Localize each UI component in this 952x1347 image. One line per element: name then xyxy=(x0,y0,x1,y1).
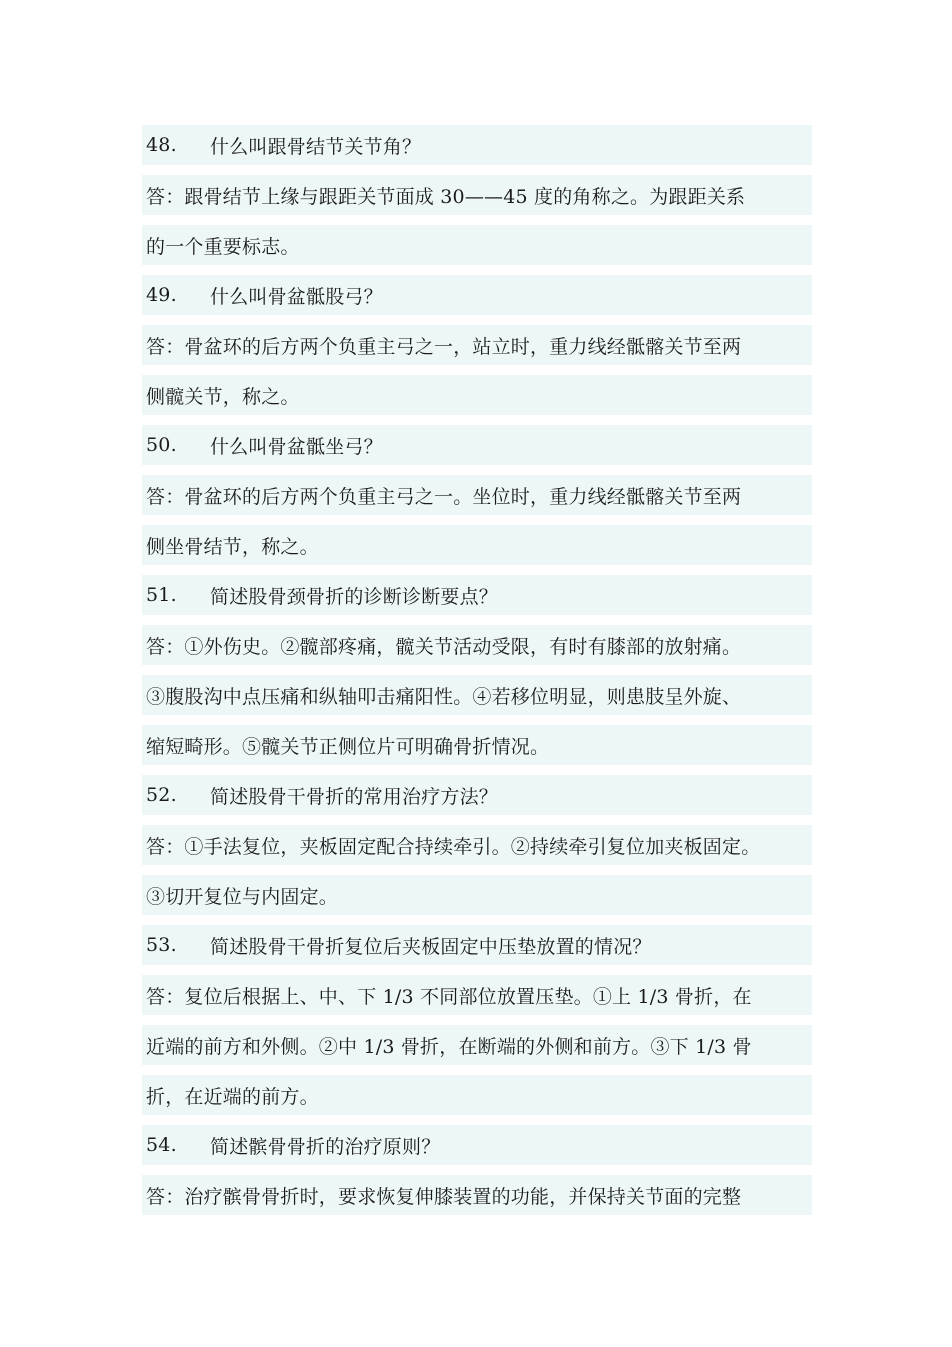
answer-line xyxy=(142,225,812,265)
answer-text: 的一个重要标志。 xyxy=(146,235,300,258)
answer-text: 折，在近端的前方。 xyxy=(146,1085,319,1108)
question-number: 54. xyxy=(146,1134,177,1156)
answer-text: 答：①手法复位，夹板固定配合持续牵引。②持续牵引复位加夹板固定。 xyxy=(146,835,761,858)
answer-text: 答：跟骨结节上缘与跟距关节面成 30——45 度的角称之。为跟距关系 xyxy=(146,185,746,208)
answer-text: 答：复位后根据上、中、下 1/3 不同部位放置压垫。①上 1/3 骨折，在 xyxy=(146,985,752,1008)
question-text: 简述股骨颈骨折的诊断诊断要点？ xyxy=(210,585,499,608)
question-text: 什么叫跟骨结节关节角？ xyxy=(210,135,422,158)
answer-text: 答：骨盆环的后方两个负重主弓之一。坐位时，重力线经骶髂关节至两 xyxy=(146,485,742,508)
question-number: 52. xyxy=(146,784,177,806)
question-number: 49. xyxy=(146,284,177,306)
answer-line xyxy=(142,625,812,665)
answer-line xyxy=(142,675,812,715)
answer-text: ③腹股沟中点压痛和纵轴叩击痛阳性。④若移位明显，则患肢呈外旋、 xyxy=(146,685,742,708)
answer-line xyxy=(142,375,812,415)
answer-line xyxy=(142,725,812,765)
question-line xyxy=(142,925,812,965)
question-line xyxy=(142,125,812,165)
question-line xyxy=(142,275,812,315)
question-number: 51. xyxy=(146,584,177,606)
answer-line xyxy=(142,475,812,515)
answer-line xyxy=(142,975,812,1015)
answer-text: 答：治疗髌骨骨折时，要求恢复伸膝装置的功能，并保持关节面的完整 xyxy=(146,1185,742,1208)
question-number: 53. xyxy=(146,934,177,956)
question-text: 简述股骨干骨折的常用治疗方法？ xyxy=(210,785,499,808)
answer-line xyxy=(142,175,812,215)
answer-line xyxy=(142,1175,812,1215)
answer-text: 侧髋关节，称之。 xyxy=(146,385,300,408)
qa-text-block xyxy=(142,125,812,1225)
answer-line xyxy=(142,1075,812,1115)
question-number: 48. xyxy=(146,134,177,156)
question-line xyxy=(142,575,812,615)
question-text: 什么叫骨盆骶坐弓？ xyxy=(210,435,383,458)
answer-line xyxy=(142,825,812,865)
question-line xyxy=(142,425,812,465)
answer-text: 近端的前方和外侧。②中 1/3 骨折，在断端的外侧和前方。③下 1/3 骨 xyxy=(146,1035,752,1058)
question-text: 简述髌骨骨折的治疗原则？ xyxy=(210,1135,441,1158)
answer-text: 侧坐骨结节，称之。 xyxy=(146,535,319,558)
question-line xyxy=(142,1125,812,1165)
answer-line xyxy=(142,875,812,915)
answer-text: 答：骨盆环的后方两个负重主弓之一，站立时，重力线经骶髂关节至两 xyxy=(146,335,742,358)
answer-text: 答：①外伤史。②髋部疼痛，髋关节活动受限，有时有膝部的放射痛。 xyxy=(146,635,742,658)
question-text: 什么叫骨盆骶股弓？ xyxy=(210,285,383,308)
answer-text: 缩短畸形。⑤髋关节正侧位片可明确骨折情况。 xyxy=(146,735,550,758)
answer-line xyxy=(142,525,812,565)
answer-line xyxy=(142,1025,812,1065)
question-number: 50. xyxy=(146,434,177,456)
question-line xyxy=(142,775,812,815)
answer-line xyxy=(142,325,812,365)
answer-text: ③切开复位与内固定。 xyxy=(146,885,339,908)
question-text: 简述股骨干骨折复位后夹板固定中压垫放置的情况？ xyxy=(210,935,652,958)
